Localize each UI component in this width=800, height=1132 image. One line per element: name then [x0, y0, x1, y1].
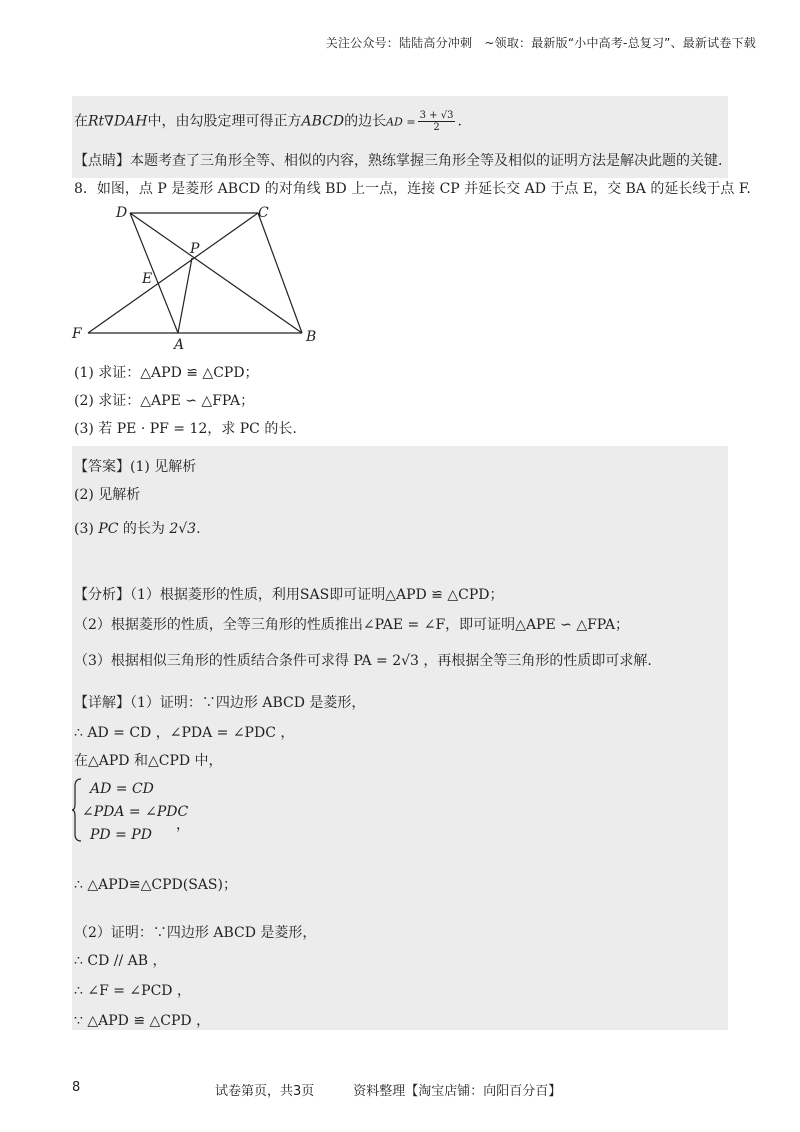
detail-line-4: ∴ △APD≌△CPD(SAS)；: [74, 877, 237, 893]
detail-line-7: ∴ ∠F = ∠PCD ，: [74, 983, 191, 999]
system-end: ，: [176, 817, 190, 833]
question-part-3: (3) 若 PE · PF = 12，求 PC 的长.: [74, 421, 297, 437]
system-eq-3: PD = PD: [90, 827, 152, 843]
detail-line-8: ∵ △APD ≌ △CPD ，: [74, 1013, 211, 1029]
label-P: P: [190, 241, 200, 257]
label-B: B: [306, 329, 317, 345]
detail-line-3: 在△APD 和△CPD 中，: [74, 753, 223, 769]
analysis-line-3: （3）根据相似三角形的性质结合条件可求得 PA = 2√3 ，再根据全等三角形的性质即可求解.: [74, 653, 652, 669]
detail-line-6: ∴ CD // AB ，: [74, 953, 167, 969]
question-part-1: (1) 求证：△APD ≌ △CPD；: [74, 365, 259, 381]
system-eq-2: ∠PDA = ∠PDC: [82, 804, 189, 820]
comment-line: 【点睛】本题考查了三角形全等、相似的内容，熟练掌握三角形全等及相似的证明方法是解决此题的关键.: [74, 153, 723, 169]
label-F: F: [72, 326, 82, 342]
label-E: E: [142, 271, 153, 287]
label-D: D: [116, 205, 128, 221]
side-AD: [130, 213, 178, 333]
system-eq-1: AD = CD: [90, 781, 154, 797]
answer-line-3: (3) PC 的长为 2√3.: [74, 521, 201, 537]
analysis-line-1: 【分析】（1）根据菱形的性质，利用SAS即可证明△APD ≌ △CPD；: [74, 587, 504, 603]
segment-AP: [178, 258, 192, 333]
answer-line-2: (2) 见解析: [74, 487, 141, 503]
label-A: A: [174, 337, 185, 353]
analysis-line-2: （2）根据菱形的性质，全等三角形的性质推出∠PAE = ∠F，即可证明△APE ∽ △FPA；: [74, 617, 630, 633]
line-CF: [88, 213, 258, 333]
side-CB: [258, 213, 302, 333]
footer-text: 试卷第页，共3页 资料整理【淘宝店铺：向阳百分百】: [215, 1084, 562, 1099]
question-part-2: (2) 求证：△APE ∽ △FPA；: [74, 393, 255, 409]
fraction: $\frac{3 + √3}{2}$: [419, 110, 454, 133]
page-number: 8: [72, 1080, 81, 1095]
prev-solution-line: 在Rt∇DAH中，由勾股定理可得正方ABCD的边长AD = $\frac{3 + √3}{2}$ .: [74, 110, 462, 133]
answer-line-1: 【答案】(1) 见解析: [74, 459, 197, 475]
detail-line-5: （2）证明：∵四边形 ABCD 是菱形，: [74, 925, 317, 941]
detail-line-1: 【详解】（1）证明：∵四边形 ABCD 是菱形，: [74, 695, 366, 711]
label-C: C: [258, 205, 269, 221]
rhombus-figure: [70, 203, 330, 353]
question-stem: 8．如图，点 P 是菱形 ABCD 的对角线 BD 上一点，连接 CP 并延长交 AD 于点 E，交 BA 的延长线于点 F.: [74, 181, 751, 197]
page-header: 关注公众号：陆陆高分冲刺 ~领取：最新版“小中高考-总复习”、最新试卷下载: [325, 36, 756, 50]
system-brace: [72, 778, 82, 842]
detail-line-2: ∴ AD = CD ，∠PDA = ∠PDC ，: [74, 725, 295, 741]
diagonal-BD: [130, 213, 302, 333]
